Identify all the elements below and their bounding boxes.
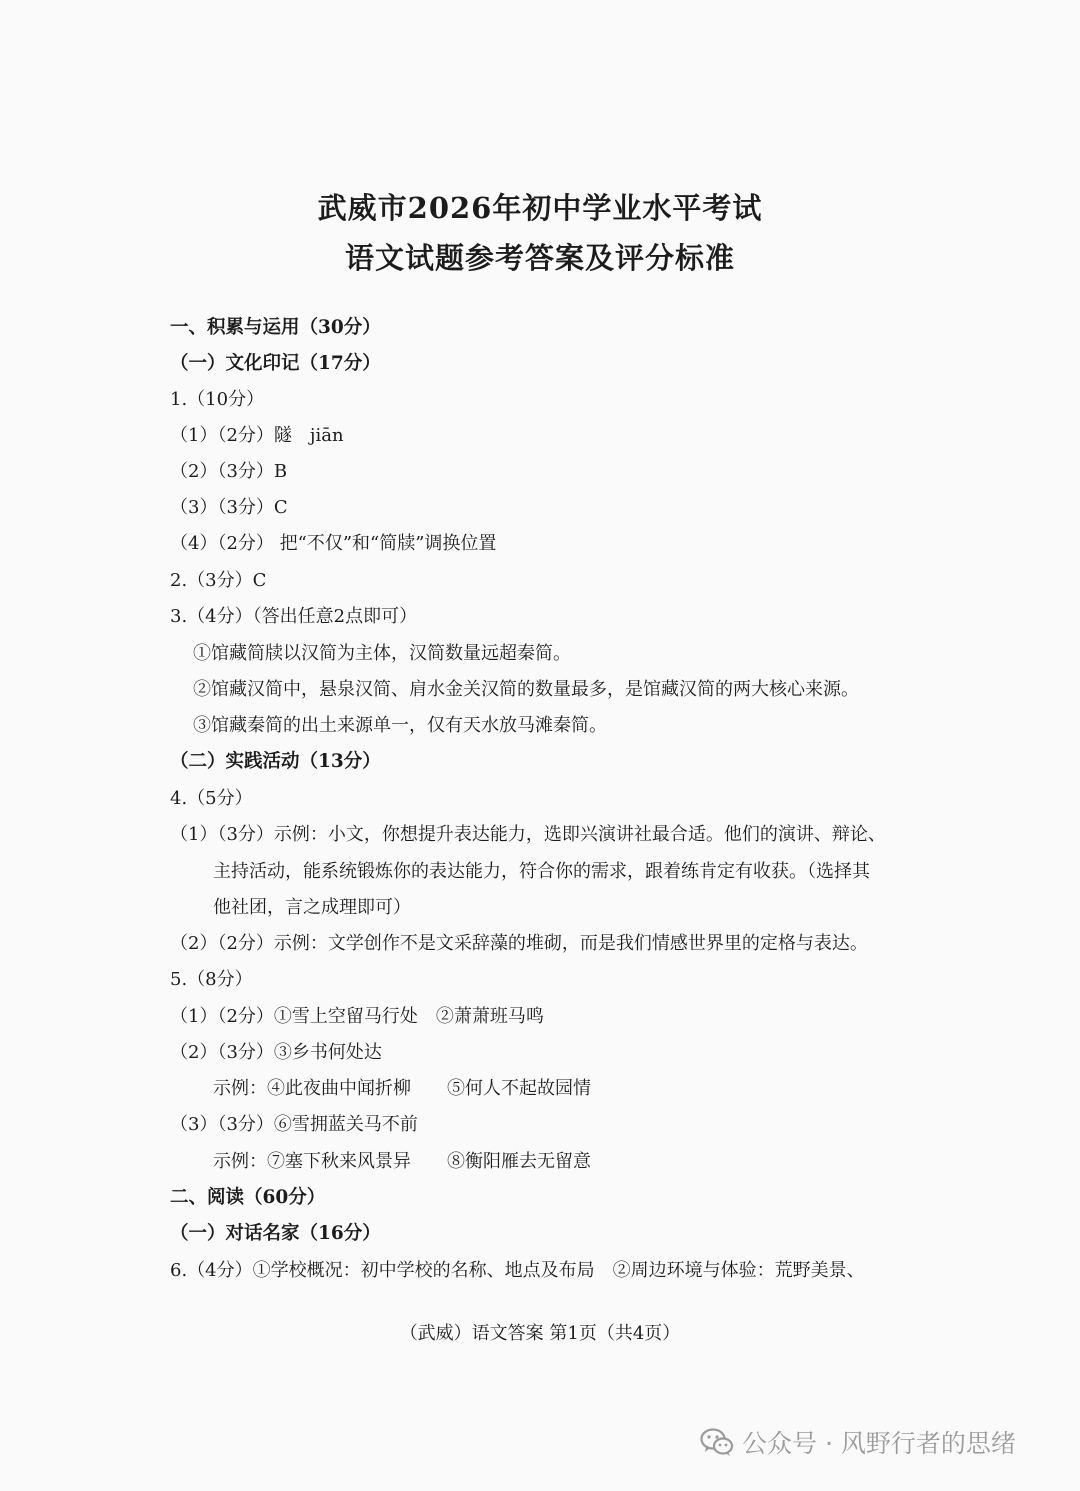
answer-line: 6.（4分）①学校概况：初中学校的名称、地点及布局 ②周边环境与体验：荒野美景、	[170, 1260, 865, 1281]
document-title: 武威市2026年初中学业水平考试	[317, 191, 763, 225]
answer-point: ①馆藏简牍以汉简为主体，汉简数量远超秦简。	[193, 643, 571, 664]
answer-line: （1）（2分）①雪上空留马行处 ②萧萧班马鸣	[170, 1006, 544, 1027]
answer-line: （2）（3分）③乡书何处达	[170, 1042, 382, 1063]
answer-line: 5.（8分）	[170, 969, 253, 990]
page-footer: （武威）语文答案 第1页（共4页）	[399, 1323, 681, 1344]
answer-line: 1.（10分）	[170, 389, 265, 410]
answer-line: （1）（3分）示例：小文，你想提升表达能力，选即兴演讲社最合适。他们的演讲、辩论、	[170, 824, 886, 845]
answer-line: 4.（5分）	[170, 788, 253, 809]
answer-line: （2）（2分）示例：文学创作不是文采辞藻的堆砌，而是我们情感世界里的定格与表达。	[170, 933, 868, 954]
answer-line: 2.（3分）C	[170, 570, 267, 591]
document-subtitle: 语文试题参考答案及评分标准	[344, 241, 735, 275]
subsection-heading: （一）文化印记（17分）	[170, 353, 381, 374]
answer-example: 示例：④此夜曲中闻折柳 ⑤何人不起故园情	[213, 1078, 591, 1099]
answer-line: （3）（3分）⑥雪拥蓝关马不前	[170, 1114, 418, 1135]
answer-line: （3）（3分）C	[170, 497, 288, 518]
watermark-text: 公众号 · 风野行者的思绪	[742, 1429, 1016, 1458]
answer-example: 示例：⑦塞下秋来风景异 ⑧衡阳雁去无留意	[213, 1151, 591, 1172]
answer-line: 3.（4分）（答出任意2点即可）	[170, 606, 418, 627]
watermark	[700, 1422, 1016, 1462]
answer-continuation: 他社团，言之成理即可）	[213, 897, 411, 918]
answer-line: （1）（2分）隧 jiān	[170, 425, 344, 446]
answer-line: （2）（3分）B	[170, 461, 288, 482]
answer-point: ②馆藏汉简中，悬泉汉简、肩水金关汉简的数量最多，是馆藏汉简的两大核心来源。	[193, 679, 859, 700]
wechat-icon	[700, 1427, 734, 1457]
section-heading: 二、阅读（60分）	[170, 1187, 326, 1208]
answer-point: ③馆藏秦简的出土来源单一，仅有天水放马滩秦简。	[193, 715, 607, 736]
section-heading: 一、积累与运用（30分）	[170, 317, 381, 338]
subsection-heading: （二）实践活动（13分）	[170, 751, 381, 772]
answer-continuation: 主持活动，能系统锻炼你的表达能力，符合你的需求，跟着练肯定有收获。（选择其	[213, 861, 870, 882]
subsection-heading: （一）对话名家（16分）	[170, 1223, 381, 1244]
answer-line: （4）（2分） 把“不仅”和“简牍”调换位置	[170, 533, 497, 554]
